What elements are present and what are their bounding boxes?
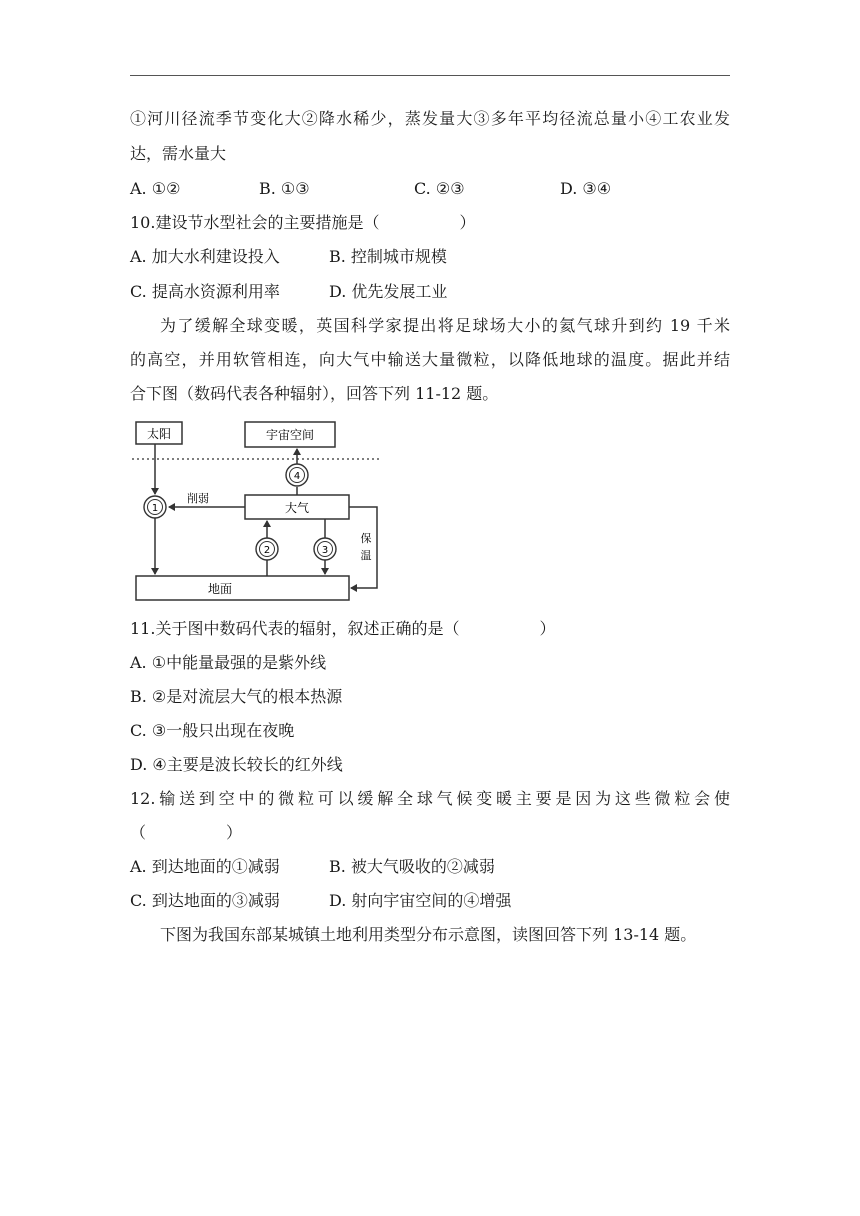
q9-stem-line2: 达，需水量大 (130, 144, 227, 163)
q9-option-d: D. ③④ (560, 179, 612, 198)
q11-option-d: D. ④主要是波长较长的红外线 (130, 755, 343, 774)
header-rule (130, 75, 730, 76)
q11-stem: 11.关于图中数码代表的辐射，叙述正确的是（ ） (130, 619, 556, 638)
q11-option-a: A. ①中能量最强的是紫外线 (130, 653, 327, 672)
q12-option-b: B. 被大气吸收的②减弱 (329, 857, 495, 876)
q11-option-b: B. ②是对流层大气的根本热源 (130, 687, 343, 706)
q10-stem: 10.建设节水型社会的主要措施是（ ） (130, 213, 476, 232)
space-label: 宇宙空间 (265, 428, 315, 442)
insulation-arrow (349, 507, 377, 588)
ground-box (136, 576, 349, 600)
radiation-diagram (130, 418, 385, 608)
radiation-1-label: 1 (151, 503, 159, 514)
q12-option-c: C. 到达地面的③减弱 (130, 891, 280, 910)
q12-option-d: D. 射向宇宙空间的④增强 (329, 891, 512, 910)
q10-option-c: C. 提高水资源利用率 (130, 282, 280, 301)
radiation-4-label: 4 (293, 471, 301, 482)
passage1-line1: 为了缓解全球变暖，英国科学家提出将足球场大小的氦气球升到约 19 千米 (160, 316, 730, 335)
passage1-line2: 的高空，并用软管相连，向大气中输送大量微粒，以降低地球的温度。据此并结 (130, 350, 730, 369)
passage2-line1: 下图为我国东部某城镇土地利用类型分布示意图，读图回答下列 13-14 题。 (160, 925, 697, 944)
radiation-2-label: 2 (263, 545, 271, 556)
q11-option-c: C. ③一般只出现在夜晚 (130, 721, 295, 740)
sun-label: 太阳 (146, 427, 172, 441)
q9-option-b: B. ①③ (259, 179, 310, 198)
q9-stem-line1: ①河川径流季节变化大②降水稀少，蒸发量大③多年平均径流总量小④工农业发 (130, 109, 730, 128)
q12-stem-line1: 12.输送到空中的微粒可以缓解全球气候变暖主要是因为这些微粒会使 (130, 789, 730, 808)
q10-option-b: B. 控制城市规模 (329, 247, 447, 266)
radiation-3-label: 3 (321, 545, 329, 556)
weaken-label: 削弱 (187, 492, 209, 505)
atmosphere-label: 大气 (284, 501, 310, 515)
q9-option-c: C. ②③ (414, 179, 465, 198)
q12-option-a: A. 到达地面的①减弱 (130, 857, 280, 876)
passage1-line3: 合下图（数码代表各种辐射），回答下列 11-12 题。 (130, 384, 499, 403)
q12-stem-line2: （ ） (130, 823, 243, 842)
insulation-label-2: 温 (360, 549, 372, 562)
q9-option-a: A. ①② (130, 179, 181, 198)
q10-option-a: A. 加大水利建设投入 (130, 247, 280, 266)
q10-option-d: D. 优先发展工业 (329, 282, 448, 301)
insulation-label-1: 保 (360, 532, 372, 545)
ground-label: 地面 (207, 582, 233, 596)
